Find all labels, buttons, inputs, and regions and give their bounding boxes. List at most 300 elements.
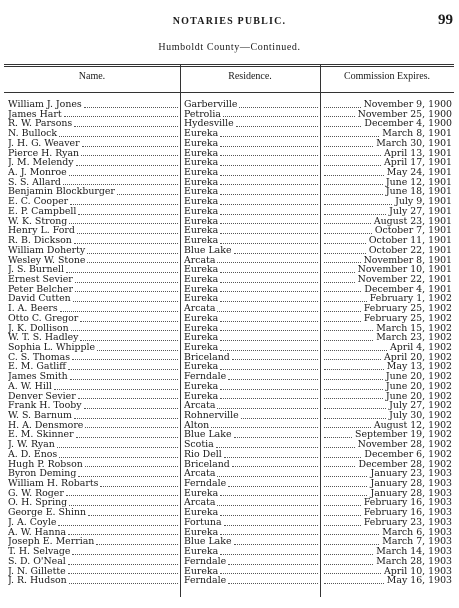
expires-cell	[324, 139, 454, 149]
expiry-year: 1902	[428, 333, 452, 343]
expires-cell	[324, 479, 454, 489]
expiry-date: October 22,	[368, 245, 426, 256]
name-cell	[8, 382, 180, 392]
notary-name: W. K. Strong	[8, 216, 68, 227]
dot-leader	[324, 262, 361, 263]
page-title: NOTARIES PUBLIC.	[172, 16, 287, 27]
dot-leader	[220, 389, 318, 390]
notary-name: W. T. S. Hadley	[8, 333, 79, 343]
expires-cell	[324, 275, 454, 285]
dot-leader	[324, 554, 373, 555]
residence: Garberville	[184, 100, 238, 110]
residence: Eureka	[184, 274, 219, 285]
expires-cell	[324, 158, 454, 168]
residence-cell	[184, 294, 320, 304]
dot-leader	[239, 107, 318, 108]
dot-leader	[81, 155, 178, 156]
dot-leader	[220, 233, 318, 234]
notary-name: Sophia L. Whipple	[8, 342, 96, 353]
dot-leader	[59, 457, 178, 458]
notary-name: T. H. Selvage	[8, 547, 71, 557]
dot-leader	[80, 321, 178, 322]
residence-cell	[184, 246, 320, 256]
dot-leader	[217, 476, 318, 477]
residence: Eureka	[184, 284, 219, 295]
notary-name: J. R. Hudson	[8, 576, 67, 586]
residence-cell	[184, 411, 320, 421]
residence-cell	[184, 421, 320, 431]
expiry-date: August 12,	[373, 420, 426, 431]
table-row	[4, 469, 454, 479]
dot-leader	[324, 476, 367, 477]
expiry-year: 1902	[428, 362, 452, 373]
notary-name: David Cutten	[8, 294, 71, 305]
dot-leader	[324, 282, 355, 283]
name-cell	[8, 576, 180, 586]
expires-cell	[324, 207, 454, 217]
expiry-year: 1902	[428, 459, 452, 470]
notary-name: J. K. Dollison	[8, 323, 69, 334]
dot-leader	[324, 243, 366, 244]
residence-cell	[184, 430, 320, 440]
dot-leader	[217, 408, 318, 409]
dot-leader	[228, 379, 318, 380]
table-row	[4, 440, 454, 450]
expires-cell	[324, 100, 454, 110]
expiry-date: November 25,	[357, 109, 426, 120]
dot-leader	[220, 495, 318, 496]
expiry-year: 1902	[428, 313, 452, 324]
dot-leader	[324, 350, 387, 351]
notary-name: Peter Belcher	[8, 284, 73, 295]
name-cell	[8, 285, 180, 295]
expiry-year: 1901	[428, 168, 452, 178]
residence: Ferndale	[184, 576, 227, 586]
name-cell	[8, 518, 180, 528]
expiry-date: March 15,	[376, 323, 426, 334]
residence: Ferndale	[184, 479, 227, 489]
residence: Eureka	[184, 206, 219, 217]
section-subtitle: Humboldt County—Continued.	[158, 42, 301, 53]
name-cell	[8, 469, 180, 479]
name-cell	[8, 119, 180, 129]
expiry-date: February 16,	[363, 498, 426, 509]
expiry-date: December 4,	[364, 119, 426, 130]
table-row	[4, 294, 454, 304]
expiry-date: August 23,	[373, 216, 426, 227]
expires-cell	[324, 187, 454, 197]
dot-leader	[324, 126, 361, 127]
dot-leader	[70, 204, 178, 205]
table-body	[4, 100, 454, 586]
dot-leader	[66, 495, 178, 496]
dot-leader	[69, 175, 178, 176]
dot-leader	[220, 340, 318, 341]
name-cell	[8, 440, 180, 450]
expires-cell	[324, 537, 454, 547]
expires-cell	[324, 285, 454, 295]
notary-name: A. W. Hill	[8, 381, 52, 392]
notary-name: Joseph E. Merrian	[8, 537, 95, 548]
dot-leader	[84, 408, 178, 409]
expiry-year: 1900	[428, 100, 452, 110]
expiry-date: July 27,	[389, 401, 426, 411]
dot-leader	[220, 350, 318, 351]
table-row	[4, 168, 454, 178]
residence-cell	[184, 401, 320, 411]
expiry-year: 1902	[428, 440, 452, 450]
dot-leader	[224, 525, 318, 526]
table-row	[4, 362, 454, 372]
residence: Eureka	[184, 323, 219, 334]
notary-name: Frank H. Tooby	[8, 401, 82, 411]
expiry-date: April 13,	[384, 148, 426, 159]
expires-cell	[324, 256, 454, 266]
residence-cell	[184, 139, 320, 149]
expiry-date: May 13,	[386, 362, 426, 373]
notary-name: E. P. Campbell	[8, 206, 77, 217]
dot-leader	[228, 583, 318, 584]
notary-name: Otto C. Gregor	[8, 313, 79, 324]
dot-leader	[324, 466, 355, 467]
dot-leader	[68, 564, 178, 565]
dot-leader	[220, 214, 318, 215]
expiry-date: November 8,	[363, 255, 426, 266]
dot-leader	[324, 340, 373, 341]
expires-cell	[324, 392, 454, 402]
dot-leader	[324, 204, 392, 205]
name-cell	[8, 567, 180, 577]
residence-cell	[184, 498, 320, 508]
notary-name: R. B. Dickson	[8, 236, 72, 246]
notary-name: A. J. Monroe	[8, 168, 67, 178]
dot-leader	[324, 369, 384, 370]
expiry-year: 1901	[428, 177, 452, 188]
expiry-date: April 20,	[384, 352, 426, 363]
expires-cell	[324, 110, 454, 120]
dot-leader	[324, 301, 367, 302]
residence-cell	[184, 129, 320, 139]
dot-leader	[74, 126, 178, 127]
expires-cell	[324, 343, 454, 353]
dot-leader	[63, 184, 178, 185]
dot-leader	[324, 107, 361, 108]
column-headers	[4, 71, 454, 87]
dot-leader	[77, 233, 178, 234]
dot-leader	[220, 155, 318, 156]
residence: Eureka	[184, 226, 219, 237]
dot-leader	[324, 457, 361, 458]
expiry-date: December 6,	[364, 449, 426, 460]
dot-leader	[220, 534, 318, 535]
dot-leader	[324, 583, 384, 584]
table-row	[4, 498, 454, 508]
residence-cell	[184, 333, 320, 343]
expires-cell	[324, 324, 454, 334]
residence-cell	[184, 217, 320, 227]
expiry-date: November 28,	[357, 440, 426, 450]
expiry-year: 1903	[428, 508, 452, 518]
dot-leader	[234, 437, 319, 438]
dot-leader	[236, 126, 318, 127]
table-row	[4, 226, 454, 236]
expiry-year: 1902	[428, 304, 452, 314]
expiry-date: November 10,	[357, 265, 426, 275]
dot-leader	[88, 515, 178, 516]
residence-cell	[184, 168, 320, 178]
expiry-date: April 10,	[384, 566, 426, 577]
dot-leader	[220, 243, 318, 244]
expires-cell	[324, 178, 454, 188]
expires-cell	[324, 226, 454, 236]
dot-leader	[69, 583, 178, 584]
residence: Arcata	[184, 401, 216, 411]
expiry-date: June 20,	[385, 372, 426, 382]
dot-leader	[324, 544, 379, 545]
expires-cell	[324, 119, 454, 129]
name-cell	[8, 343, 180, 353]
expiry-date: March 28,	[376, 556, 426, 567]
dot-leader	[324, 447, 355, 448]
notary-name: Byron Deming	[8, 469, 77, 480]
expiry-year: 1902	[428, 401, 452, 411]
table-row	[4, 460, 454, 470]
residence-cell	[184, 469, 320, 479]
table-row	[4, 324, 454, 334]
residence: Alton	[184, 420, 210, 431]
expiry-year: 1901	[428, 265, 452, 275]
notary-name: E. M. Gatliff	[8, 362, 66, 373]
residence-cell	[184, 440, 320, 450]
residence-cell	[184, 460, 320, 470]
expires-cell	[324, 528, 454, 538]
residence: Arcata	[184, 255, 216, 266]
expiry-year: 1902	[428, 294, 452, 305]
table-row	[4, 187, 454, 197]
dot-leader	[232, 466, 318, 467]
name-cell	[8, 168, 180, 178]
dot-leader	[324, 291, 361, 292]
table-row	[4, 557, 454, 567]
expires-cell	[324, 567, 454, 577]
expiry-date: February 25,	[363, 304, 426, 314]
dot-leader	[228, 564, 318, 565]
dot-leader	[82, 146, 178, 147]
notary-name: William J. Jones	[8, 100, 82, 110]
dot-leader	[324, 272, 355, 273]
expires-cell	[324, 333, 454, 343]
residence-cell	[184, 275, 320, 285]
residence: Eureka	[184, 508, 219, 518]
residence-cell	[184, 537, 320, 547]
residence-cell	[184, 304, 320, 314]
residence-cell	[184, 314, 320, 324]
expires-cell	[324, 382, 454, 392]
notary-name: James Hart	[8, 109, 62, 120]
dot-leader	[241, 418, 318, 419]
notary-name: A. W. Hanna	[8, 527, 67, 538]
residence-cell	[184, 528, 320, 538]
expires-cell	[324, 217, 454, 227]
name-cell	[8, 178, 180, 188]
dot-leader	[96, 544, 178, 545]
name-cell	[8, 139, 180, 149]
expiry-year: 1902	[428, 323, 452, 334]
expiry-date: March 7,	[382, 537, 426, 548]
dot-leader	[220, 398, 318, 399]
expires-cell	[324, 547, 454, 557]
notary-name: J. S. Burnell	[8, 265, 65, 275]
dot-leader	[220, 573, 318, 574]
notary-name: J. W. Ryan	[8, 440, 55, 450]
notary-name: Wesley W. Stone	[8, 255, 86, 266]
expires-cell	[324, 411, 454, 421]
residence: Eureka	[184, 187, 219, 198]
table-row	[4, 100, 454, 110]
expiry-date: June 20,	[385, 391, 426, 402]
name-cell	[8, 362, 180, 372]
expiry-date: May 16,	[386, 576, 426, 586]
notary-name: William Doherty	[8, 245, 86, 256]
dot-leader	[324, 515, 361, 516]
table-row	[4, 333, 454, 343]
expiry-year: 1901	[428, 284, 452, 295]
name-cell	[8, 158, 180, 168]
table-row	[4, 119, 454, 129]
residence-cell	[184, 508, 320, 518]
residence: Eureka	[184, 148, 219, 159]
expiry-year: 1900	[428, 109, 452, 120]
expires-cell	[324, 246, 454, 256]
expiry-date: January 28,	[370, 479, 426, 489]
header-rule	[4, 92, 454, 93]
residence-cell	[184, 197, 320, 207]
dot-leader	[324, 564, 373, 565]
dot-leader	[228, 486, 318, 487]
table-row	[4, 129, 454, 139]
residence: Rohnerville	[184, 411, 239, 421]
expiry-year: 1901	[428, 236, 452, 246]
expiry-year: 1901	[428, 245, 452, 256]
residence-cell	[184, 207, 320, 217]
dot-leader	[76, 165, 178, 166]
dot-leader	[68, 573, 178, 574]
table-row	[4, 265, 454, 275]
dot-leader	[80, 340, 178, 341]
dot-leader	[324, 418, 386, 419]
name-cell	[8, 528, 180, 538]
name-cell	[8, 294, 180, 304]
expiry-year: 1902	[428, 342, 452, 353]
residence: Arcata	[184, 498, 216, 509]
residence-cell	[184, 343, 320, 353]
dot-leader	[78, 476, 178, 477]
dot-leader	[324, 223, 371, 224]
expires-cell	[324, 294, 454, 304]
dot-leader	[220, 369, 318, 370]
dot-leader	[324, 116, 355, 117]
name-cell	[8, 149, 180, 159]
dot-leader	[234, 253, 319, 254]
expires-cell	[324, 518, 454, 528]
table-row	[4, 207, 454, 217]
table-row	[4, 450, 454, 460]
residence: Eureka	[184, 177, 219, 188]
name-cell	[8, 246, 180, 256]
table-row	[4, 382, 454, 392]
dot-leader	[324, 359, 381, 360]
name-cell	[8, 129, 180, 139]
table-row	[4, 178, 454, 188]
residence: Blue Lake	[184, 245, 232, 256]
name-cell	[8, 479, 180, 489]
table-row	[4, 110, 454, 120]
expiry-year: 1902	[428, 352, 452, 363]
dot-leader	[72, 359, 178, 360]
residence-cell	[184, 149, 320, 159]
name-cell	[8, 489, 180, 499]
expiry-year: 1901	[428, 226, 452, 237]
table-row	[4, 217, 454, 227]
expiry-year: 1903	[428, 537, 452, 548]
dot-leader	[57, 447, 178, 448]
dot-leader	[69, 223, 178, 224]
notary-name: G. W. Roger	[8, 488, 64, 499]
residence-cell	[184, 353, 320, 363]
table-row	[4, 430, 454, 440]
dot-leader	[66, 272, 178, 273]
dot-leader	[87, 262, 178, 263]
residence-cell	[184, 100, 320, 110]
expiry-date: November 9,	[363, 100, 426, 110]
residence-cell	[184, 489, 320, 499]
residence: Eureka	[184, 294, 219, 305]
name-cell	[8, 207, 180, 217]
residence-cell	[184, 119, 320, 129]
expires-cell	[324, 421, 454, 431]
dot-leader	[324, 165, 381, 166]
notary-name: H. A. Densmore	[8, 420, 84, 431]
residence: Eureka	[184, 381, 219, 392]
dot-leader	[324, 437, 352, 438]
expiry-year: 1901	[428, 255, 452, 266]
expires-cell	[324, 149, 454, 159]
notary-name: James Smith	[8, 372, 68, 382]
residence-cell	[184, 518, 320, 528]
expiry-year: 1903	[428, 547, 452, 557]
name-cell	[8, 100, 180, 110]
residence-cell	[184, 236, 320, 246]
dot-leader	[324, 427, 371, 428]
name-cell	[8, 421, 180, 431]
residence-cell	[184, 372, 320, 382]
expiry-year: 1901	[428, 206, 452, 217]
dot-leader	[324, 311, 361, 312]
residence: Eureka	[184, 168, 219, 178]
expiry-date: March 30,	[376, 138, 426, 149]
dot-leader	[220, 136, 318, 137]
residence: Eureka	[184, 265, 219, 275]
dot-leader	[74, 243, 178, 244]
table-row	[4, 236, 454, 246]
expires-cell	[324, 236, 454, 246]
expiry-year: 1901	[428, 216, 452, 227]
residence: Eureka	[184, 527, 219, 538]
expiry-year: 1901	[428, 129, 452, 139]
column-header-name: Name.	[78, 71, 106, 82]
expiry-date: October 7,	[374, 226, 426, 237]
notary-name: William H. Robarts	[8, 479, 99, 489]
